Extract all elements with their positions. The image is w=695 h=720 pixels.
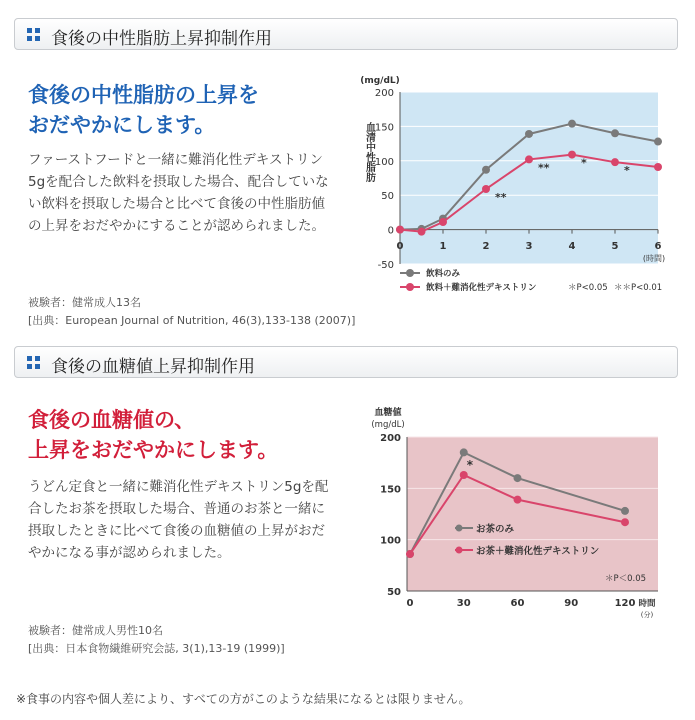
legend-label: お茶のみ (476, 524, 515, 535)
section-title: 食後の中性脂肪上昇抑制作用 (51, 29, 272, 49)
significance-marker: * (581, 156, 587, 170)
source-citation: [出典：日本食物繊維研究会誌, 3(1),13-19 (1999)] (28, 642, 285, 655)
data-point (514, 496, 522, 504)
x-tick-label: 6 (654, 241, 662, 252)
x-tick-label: 2 (482, 241, 490, 252)
data-point (460, 471, 468, 479)
data-point (621, 507, 629, 515)
y-tick-label: 50 (387, 587, 401, 598)
body-text-blood-glucose: うどん定食と一緒に難消化性デキストリン5gを配 合したお茶を摂取した場合、普通のお茶と一緒に 摂取したときに比べて食後の血糖値の上昇がおだ やかになる事が認められました。 (28, 479, 329, 561)
section-header-triglyceride (14, 18, 678, 50)
y-tick-label: 200 (380, 433, 401, 444)
y-tick-label: 100 (380, 535, 401, 547)
legend-swatch-dot (406, 269, 414, 277)
data-point (654, 138, 662, 146)
section-header-blood-glucose (14, 346, 678, 378)
significance-note: ＊P＜0.05 (605, 574, 647, 584)
x-tick-label: 0 (406, 598, 414, 609)
source-citation: [出典：European Journal of Nutrition, 46(3),133-138 (2007)] (28, 314, 356, 327)
legend-label: お茶＋難消化性デキストリン (476, 546, 600, 557)
data-point (525, 130, 533, 138)
disclaimer-note: ※食事の内容や個人差により、すべての方がこのような結果になるとは限りません。 (16, 692, 471, 706)
x-tick-label: 90 (564, 598, 579, 609)
y-tick-label: 0 (387, 225, 394, 237)
data-point (482, 166, 490, 174)
legend-label: 飲料＋難消化性デキストリン (426, 283, 537, 293)
legend-swatch-dot (406, 283, 414, 291)
significance-marker: * (624, 164, 630, 178)
data-point (418, 228, 426, 236)
legend-swatch-dot (456, 547, 463, 554)
data-point (460, 448, 468, 456)
headline-triglyceride: 食後の中性脂肪の上昇を おだやかにします。 (28, 83, 259, 137)
y-tick-label: -50 (377, 260, 394, 271)
significance-marker: ** (495, 191, 507, 205)
data-point (654, 163, 662, 171)
triglyceride-chart (350, 70, 680, 295)
x-tick-label: 60 (510, 598, 525, 609)
x-tick-label: 0 (396, 241, 404, 252)
x-tick-label: 5 (611, 241, 619, 252)
subjects-text: 被験者：健常成人男性10名 (28, 624, 163, 637)
y-axis-unit: (mg/dL) (360, 76, 400, 86)
legend-swatch-dot (456, 525, 463, 532)
y-axis-label: 血清中性脂肪 (363, 122, 375, 182)
significance-note: ＊＊P<0.01 (614, 283, 663, 293)
data-point (514, 474, 522, 482)
x-tick-label: 30 (456, 598, 471, 609)
x-tick-label: 120 (614, 598, 636, 609)
data-point (611, 158, 619, 166)
data-point (611, 129, 619, 137)
x-tick-label: 3 (525, 241, 533, 252)
body-text-triglyceride: ファーストフードと一緒に難消化性デキストリン 5gを配合した飲料を摂取した場合、配合していな い飲料を摂取した場合と比べて食後の中性脂肪値 の上昇をおだやかにすることが認められました。 (28, 152, 329, 234)
data-point (482, 185, 490, 193)
data-point (439, 218, 447, 226)
x-axis-label: 時間 (638, 599, 656, 609)
significance-marker: * (466, 457, 474, 472)
headline-blood-glucose: 食後の血糖値の、 上昇をおだやかにします。 (28, 408, 279, 462)
blood-glucose-chart (355, 402, 680, 627)
data-point (525, 155, 533, 163)
significance-note: ＊P<0.05 (568, 283, 608, 293)
y-axis-label: 血糖値 (374, 408, 402, 418)
y-axis-unit: (mg/dL) (371, 420, 405, 430)
significance-marker: ** (538, 161, 550, 175)
plot-area (407, 437, 658, 591)
x-axis-label: (時間) (642, 254, 666, 263)
y-tick-label: 150 (374, 122, 394, 134)
y-tick-label: 150 (380, 484, 401, 496)
y-tick-label: 100 (374, 156, 394, 168)
data-point (621, 518, 629, 526)
section-title: 食後の血糖値上昇抑制作用 (51, 357, 255, 377)
x-tick-label: 4 (568, 241, 576, 252)
plot-area (400, 92, 658, 264)
data-point (406, 550, 414, 558)
subjects-text: 被験者：健常成人13名 (28, 296, 141, 309)
data-point (568, 151, 576, 159)
data-point (568, 120, 576, 128)
data-point (396, 226, 404, 234)
grid-bullet-icon (27, 28, 41, 42)
study-meta-triglyceride (28, 294, 355, 330)
grid-bullet-icon (27, 356, 41, 370)
study-meta-blood-glucose (28, 622, 285, 658)
legend-label: 飲料のみ (426, 269, 461, 279)
x-axis-unit: (分) (640, 611, 654, 619)
x-tick-label: 1 (439, 241, 447, 252)
y-tick-label: 50 (381, 191, 394, 203)
y-tick-label: 200 (374, 88, 394, 99)
